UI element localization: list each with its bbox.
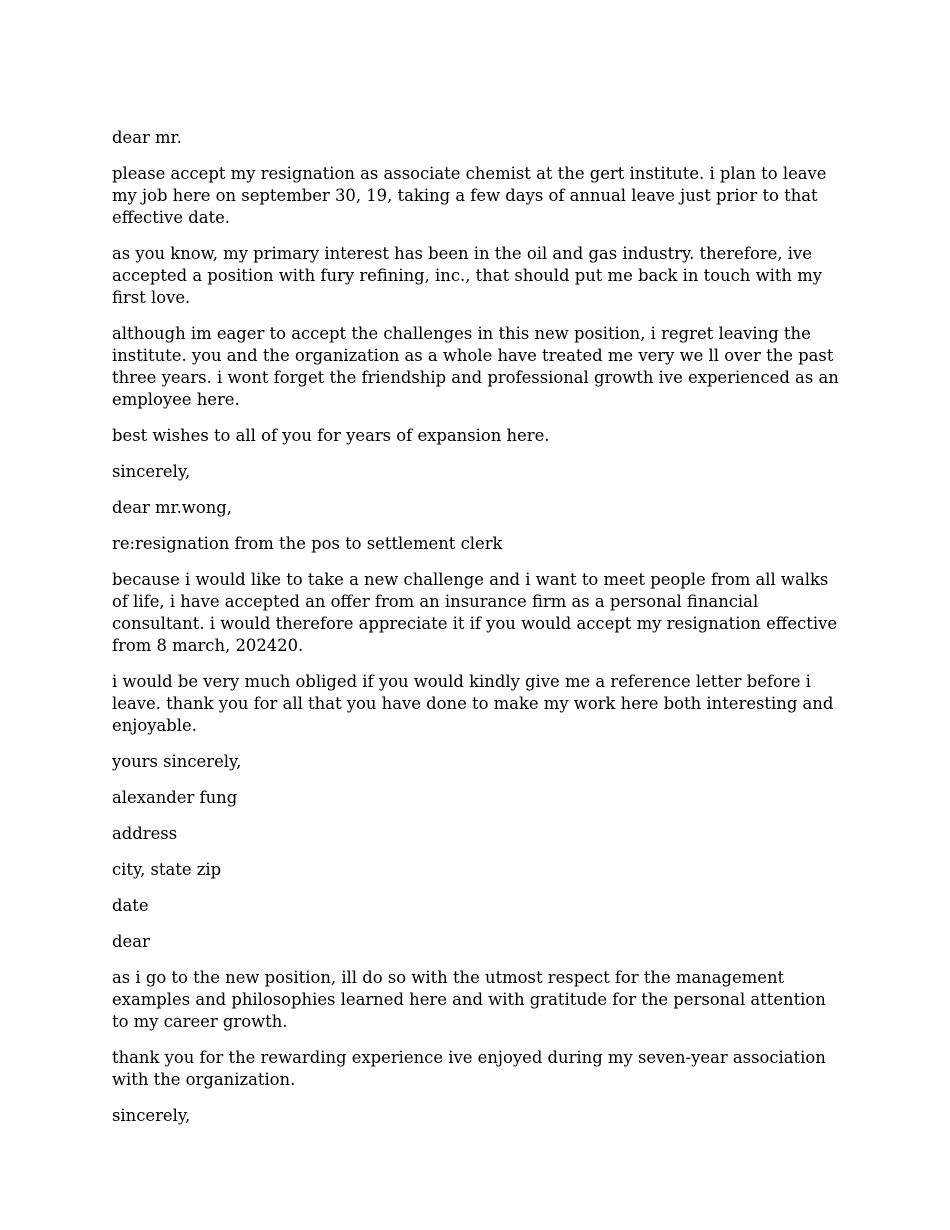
salutation: dear mr.wong, [112,498,232,517]
paragraph: because i would like to take a new challenge and i want to meet people from all walks of life, i have accepted an offer from an insurance firm as a personal financial consultant. i would therefore appreciate it if you would accept my resignation effective from 8 march, 202420. [112,570,838,655]
date-line: date [112,896,149,915]
paragraph: i would be very much obliged if you would kindly give me a reference letter before i leave. thank you for all that you have done to make my work here both interesting and enjoyable. [112,672,834,735]
salutation: dear mr. [112,128,182,147]
paragraph: although im eager to accept the challenges in this new position, i regret leaving the institute. you and the organization as a whole have treated me very we ll over the past three years. i wont forget the friendship and professional growth ive experienced as an employee here. [112,324,839,409]
paragraph: please accept my resignation as associate chemist at the gert institute. i plan to leave my job here on september 30, 19, taking a few days of annual leave just prior to that effective date. [112,164,827,227]
address-line: address [112,824,178,843]
address-line: city, state zip [112,860,222,879]
signature-name: alexander fung [112,788,238,807]
letter-body [112,127,842,1141]
paragraph: thank you for the rewarding experience ive enjoyed during my seven-year association with the organization. [112,1048,826,1089]
paragraph: best wishes to all of you for years of expansion here. [112,426,550,445]
salutation: dear [112,932,150,951]
closing: sincerely, [112,462,191,481]
paragraph: as i go to the new position, ill do so with the utmost respect for the management examples and philosophies learned here and with gratitude for the personal attention to my career growth. [112,968,826,1031]
closing: sincerely, [112,1106,191,1125]
subject-line: re:resignation from the pos to settlement clerk [112,534,503,553]
paragraph: as you know, my primary interest has been in the oil and gas industry. therefore, ive accepted a position with fury refining, inc., that should put me back in touch with my first love. [112,244,822,307]
closing: yours sincerely, [112,752,242,771]
